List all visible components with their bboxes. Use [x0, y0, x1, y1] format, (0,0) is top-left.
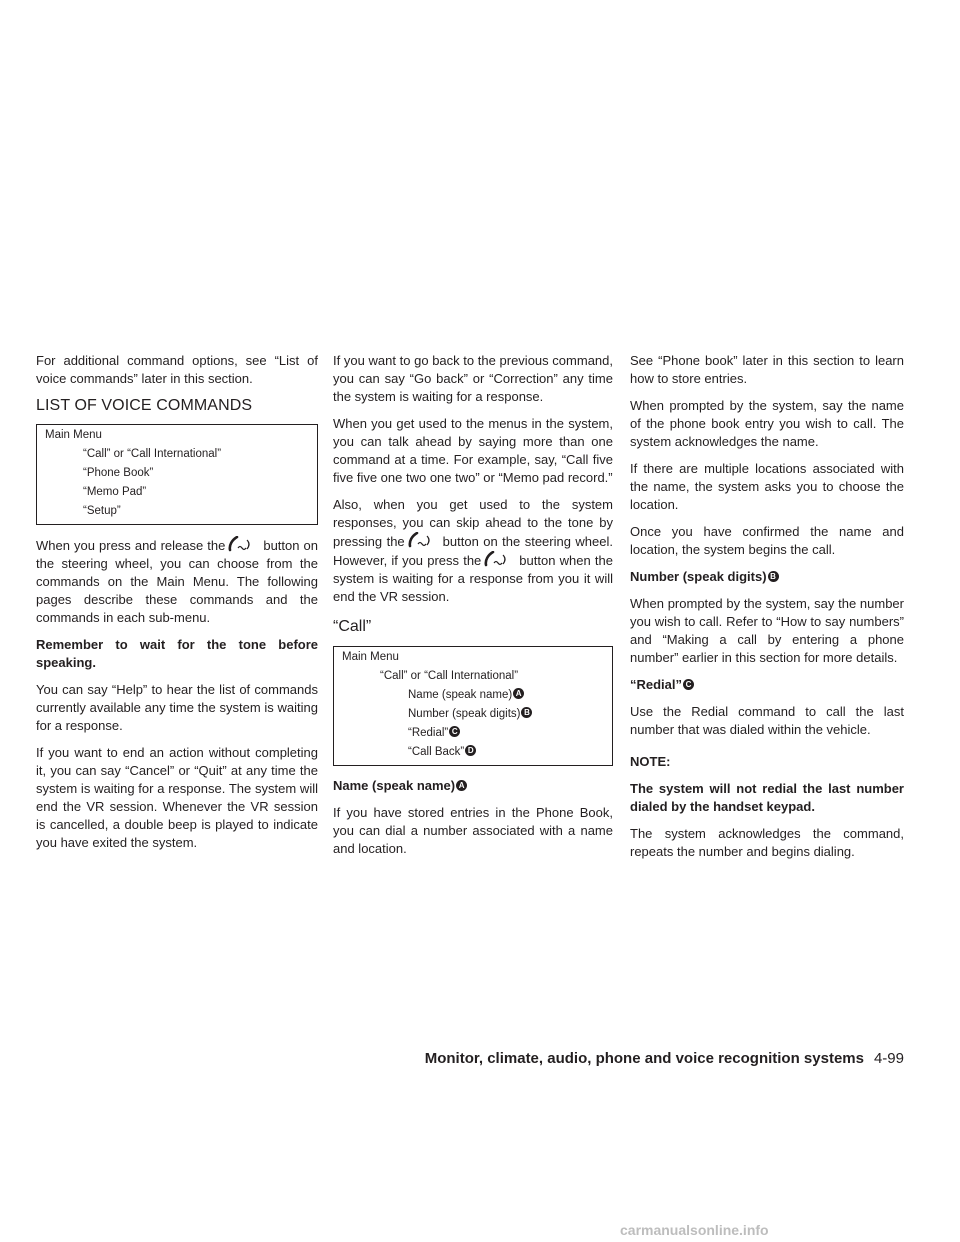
- menu-item: “Phone Book”: [83, 467, 154, 479]
- note-label: NOTE:: [630, 754, 671, 769]
- call-subheading: “Call”: [333, 618, 372, 635]
- menu-subitem: [342, 689, 604, 702]
- acknowledge-paragraph: The system acknowledges the command, repeats the number and begins dialing.: [630, 826, 904, 859]
- press-text-b: button on the steering wheel, you can choose from the commands on the Main Menu. The following pages describe these commands and the commands in each sub-menu.: [36, 538, 318, 625]
- redial-heading-text: “Redial”: [630, 677, 683, 692]
- menu-subitem: [342, 708, 604, 721]
- main-menu-box: [36, 424, 318, 525]
- see-phonebook-paragraph: See “Phone book” later in this section to learn how to store entries.: [630, 353, 904, 386]
- voice-talk-icon: [227, 536, 255, 552]
- menu-item: “Memo Pad”: [83, 486, 147, 498]
- marker-b-icon: B: [768, 571, 779, 582]
- marker-d-icon: D: [465, 745, 476, 756]
- press-text-a: When you press and release the: [36, 538, 226, 553]
- redial-paragraph: Use the Redial command to call the last number that was dialed within the vehicle.: [630, 704, 904, 737]
- talk-ahead-paragraph: When you get used to the menus in the system, you can talk ahead by saying more than one command at a time. For example, say, “Call five five five one two one two” or “Memo pad record.”: [333, 416, 613, 485]
- menu-subitem: [342, 727, 604, 740]
- menu-subitem-label: Number (speak digits): [408, 708, 521, 720]
- number-paragraph: When prompted by the system, say the number you wish to call. Refer to “How to say numbers” and “Making a call by entering a phone number” earlier in this section for more details.: [630, 596, 904, 665]
- skip-paragraph: [333, 496, 613, 606]
- multiple-locations-paragraph: If there are multiple locations associated with the name, the system asks you to choose the location.: [630, 461, 904, 512]
- skip-text-b: button on the steering wheel. However, if you press the: [333, 534, 613, 568]
- voice-talk-icon: [483, 551, 511, 567]
- note-text: The system will not redial the last number dialed by the handset keypad.: [630, 781, 904, 814]
- help-paragraph: You can say “Help” to hear the list of commands currently available any time the system is waiting for a response.: [36, 682, 318, 733]
- skip-text-c: button when the system is waiting for a response from you it will end the VR session.: [333, 553, 613, 604]
- column-1: [36, 352, 318, 861]
- menu-item: “Setup”: [83, 505, 121, 517]
- intro-paragraph: For additional command options, see “List of voice commands” later in this section.: [36, 353, 318, 386]
- menu-title: Main Menu: [342, 651, 399, 663]
- goback-paragraph: If you want to go back to the previous command, you can say “Go back” or “Correction” any time the system is waiting for a response.: [333, 353, 613, 404]
- name-paragraph: If you have stored entries in the Phone Book, you can dial a number associated with a name and location.: [333, 805, 613, 856]
- voice-talk-icon: [407, 532, 435, 548]
- press-paragraph: [36, 536, 318, 627]
- marker-b-icon: B: [521, 707, 532, 718]
- marker-c-icon: C: [449, 726, 460, 737]
- menu-subitem-label: “Call Back”: [408, 746, 465, 758]
- menu-subitem: [342, 746, 604, 759]
- marker-a-icon: A: [513, 688, 524, 699]
- menu-item-call: “Call” or “Call International”: [380, 670, 519, 682]
- marker-c-icon: C: [683, 679, 694, 690]
- prompted-paragraph: When prompted by the system, say the name of the phone book entry you wish to call. The system acknowledges the name.: [630, 398, 904, 449]
- column-2: [333, 352, 613, 867]
- section-heading: LIST OF VOICE COMMANDS: [36, 397, 253, 414]
- wait-tone-note: Remember to wait for the tone before speaking.: [36, 637, 318, 670]
- confirmed-paragraph: Once you have confirmed the name and location, the system begins the call.: [630, 524, 904, 557]
- footer-title: Monitor, climate, audio, phone and voice recognition systems: [424, 1050, 864, 1067]
- cancel-paragraph: If you want to end an action without completing it, you can say “Cancel” or “Quit” at any time the system is waiting for a response. The system will end the VR session. Whenever the VR session is cancelled, a double beep is played to indicate you have exited the system.: [36, 745, 318, 850]
- page-number: 4-99: [873, 1050, 904, 1067]
- name-heading-text: Name (speak name): [333, 778, 456, 793]
- number-heading-text: Number (speak digits): [630, 569, 767, 584]
- redial-heading: [630, 676, 904, 694]
- menu-title: Main Menu: [45, 429, 102, 441]
- name-heading: [333, 777, 613, 795]
- menu-subitem-label: Name (speak name): [408, 689, 513, 701]
- skip-text-a: Also, when you get used to the system responses, you can skip ahead to the tone by pressing the: [333, 497, 613, 549]
- menu-item: “Call” or “Call International”: [83, 448, 222, 460]
- watermark: carmanualsonline.info: [620, 1222, 769, 1238]
- page-footer: [425, 1050, 904, 1067]
- column-3: [630, 352, 904, 870]
- marker-a-icon: A: [456, 780, 467, 791]
- menu-subitem-label: “Redial”: [408, 727, 449, 739]
- number-heading: [630, 568, 904, 586]
- call-menu-box: [333, 646, 613, 766]
